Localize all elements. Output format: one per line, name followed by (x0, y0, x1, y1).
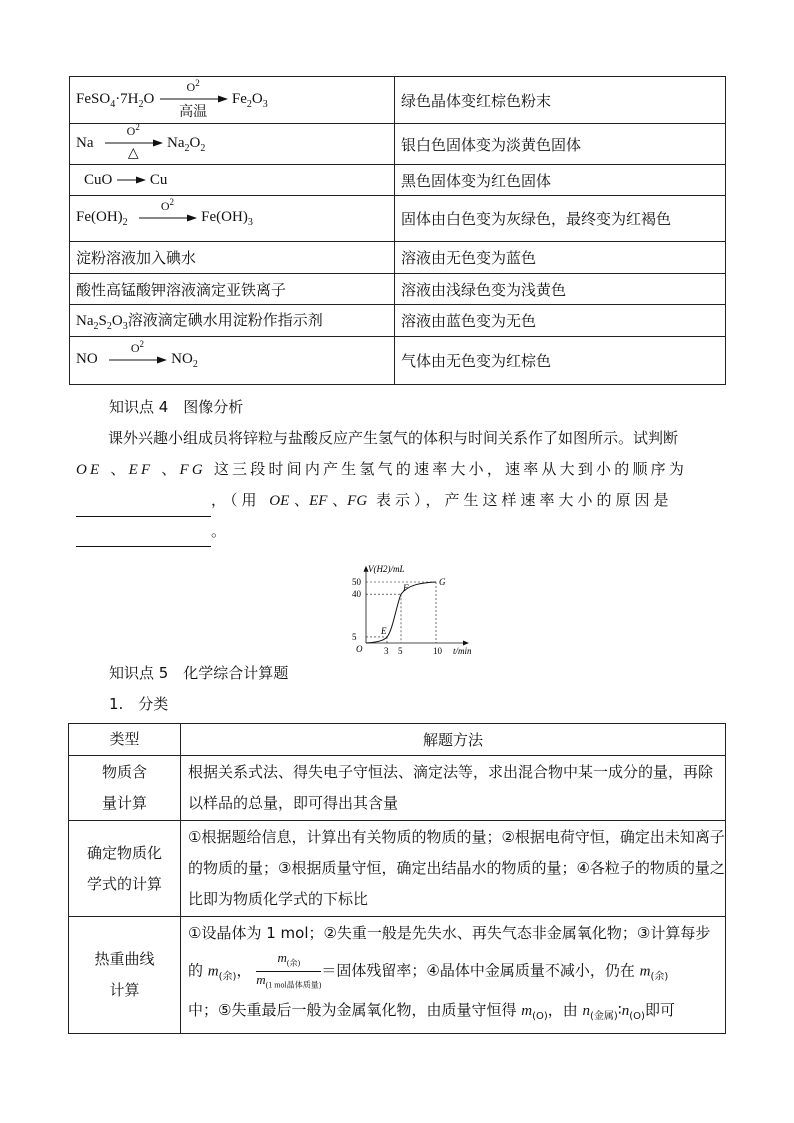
table-row (69, 917, 726, 1034)
answer-blank[interactable] (76, 498, 211, 517)
section-heading: 知识点 4 图像分析 (109, 398, 244, 416)
phenomenon-cell: 溶液由蓝色变为无色 (395, 305, 726, 337)
phenomenon-cell: 溶液由浅绿色变为浅黄色 (395, 274, 726, 305)
volume-time-chart (336, 545, 486, 657)
reaction-cell: $Na_2S_2O_3$溶液滴定碘水用淀粉作指示剂 (70, 305, 395, 337)
phenomenon-cell: 银白色固体变为淡黄色固体 (395, 124, 726, 165)
type-cell: 确定物质化 学式的计算 (69, 821, 181, 917)
table-row (70, 77, 726, 124)
question-line-4: 。 (76, 516, 721, 547)
y-tick-label: 50 (352, 577, 361, 587)
x-tick-label: 3 (384, 646, 389, 656)
phenomenon-cell: 溶液由无色变为蓝色 (395, 242, 726, 274)
phenomenon-cell: 绿色晶体变红棕色粉末 (395, 77, 726, 124)
answer-blank[interactable] (76, 528, 211, 547)
x-axis-arrow (463, 641, 469, 646)
x-tick-label: 10 (433, 646, 442, 656)
column-header: 解题方法 (181, 724, 726, 756)
reaction-cell: $FeSO_4\cdot 7H_2O$ $O^2$ 高温 $Fe_2O_3$ (70, 77, 395, 124)
reaction-cell: CuO Cu (70, 165, 395, 196)
type-cell: 物质含 量计算 (69, 756, 181, 821)
table-row (70, 196, 726, 242)
point-label-e: E (381, 625, 387, 636)
table-row (70, 242, 726, 274)
table-row (70, 165, 726, 196)
y-axis-label: V(H2)/mL (368, 563, 405, 574)
phenomenon-cell: 固体由白色变为灰绿色，最终变为红褐色 (395, 196, 726, 242)
question-line-2: OE 、EF 、FG 这三段时间内产生氢气的速率大小，速率从大到小的顺序为 (76, 460, 688, 478)
section-heading: 知识点 5 化学综合计算题 (109, 664, 289, 682)
point-label-f: F (403, 583, 409, 594)
table-row (69, 756, 726, 821)
phenomenon-cell: 黑色固体变为红色固体 (395, 165, 726, 196)
table-row (70, 305, 726, 337)
origin-label: O (356, 644, 363, 654)
arrow-icon (107, 355, 167, 365)
series-line (366, 582, 436, 643)
table-row (70, 124, 726, 165)
method-cell: 根据关系式法、得失电子守恒法、滴定法等，求出混合物中某一成分的量，再除以样品的总量，即可得出其含量 (181, 756, 726, 821)
arrow-icon (137, 213, 197, 223)
phenomenon-cell: 气体由无色变为红棕色 (395, 337, 726, 385)
x-tick-label: 5 (398, 646, 403, 656)
table-row (70, 337, 726, 385)
x-axis-label: t/min (453, 646, 472, 656)
method-cell: ①设晶体为 1 mol；②失重一般是先失水、再失气态非金属氧化物；③计算每步的 $m_{(余)}$， $\frac{m_{(余)}}{m_{(1 mol晶体质量)}}$ ＝固体残留率；④晶体中金属质量不减小，仍在 $m_{(余)}$ 中；⑤失重最后一般为金属氧化物，由质量守恒得 $m_{(O)}$，由 $n_{(金属)}∶n_{(O)}$即可 (181, 917, 726, 1034)
type-cell: 热重曲线 计算 (69, 917, 181, 1034)
table-row (69, 821, 726, 917)
residual-rate-fraction: $\frac{m_{(余)}}{m_{(1 mol晶体质量)}}$ (256, 950, 322, 990)
y-tick-label: 5 (352, 631, 357, 642)
reaction-cell: 酸性高锰酸钾溶液滴定亚铁离子 (70, 274, 395, 305)
table-header-row (69, 724, 726, 756)
column-header: 类型 (69, 724, 181, 756)
method-cell: ①根据题给信息，计算出有关物质的物质的量；②根据电荷守恒，确定出未知离子的物质的量；③根据质量守恒，确定出结晶水的物质的量；④各粒子的物质的量之比即为物质化学式的下标比 (181, 821, 726, 917)
question-paragraph: 课外兴趣小组成员将锌粒与盐酸反应产生氢气的体积与时间关系作了如图所示。试判断 (108, 429, 679, 447)
calculation-table (68, 723, 726, 1034)
arrow-icon (116, 175, 146, 185)
color-change-table (69, 76, 726, 385)
point-label-g: G (439, 577, 446, 587)
reaction-cell: NO $O^2$ $NO_2$ (70, 337, 395, 385)
question-line-3: ，（用 OE 、EF 、FG 表示），产生这样速率大小的原因是 (76, 485, 721, 517)
reaction-cell: $Fe(OH)_2$ $O^2$ $Fe(OH)_3$ (70, 196, 395, 242)
table-row (70, 274, 726, 305)
subsection-heading: 1. 分类 (109, 695, 169, 713)
reaction-cell: Na $O^2$ △ $Na_2O_2$ (70, 124, 395, 165)
y-tick-label: 40 (352, 589, 361, 600)
reaction-cell: 淀粉溶液加入碘水 (70, 242, 395, 274)
